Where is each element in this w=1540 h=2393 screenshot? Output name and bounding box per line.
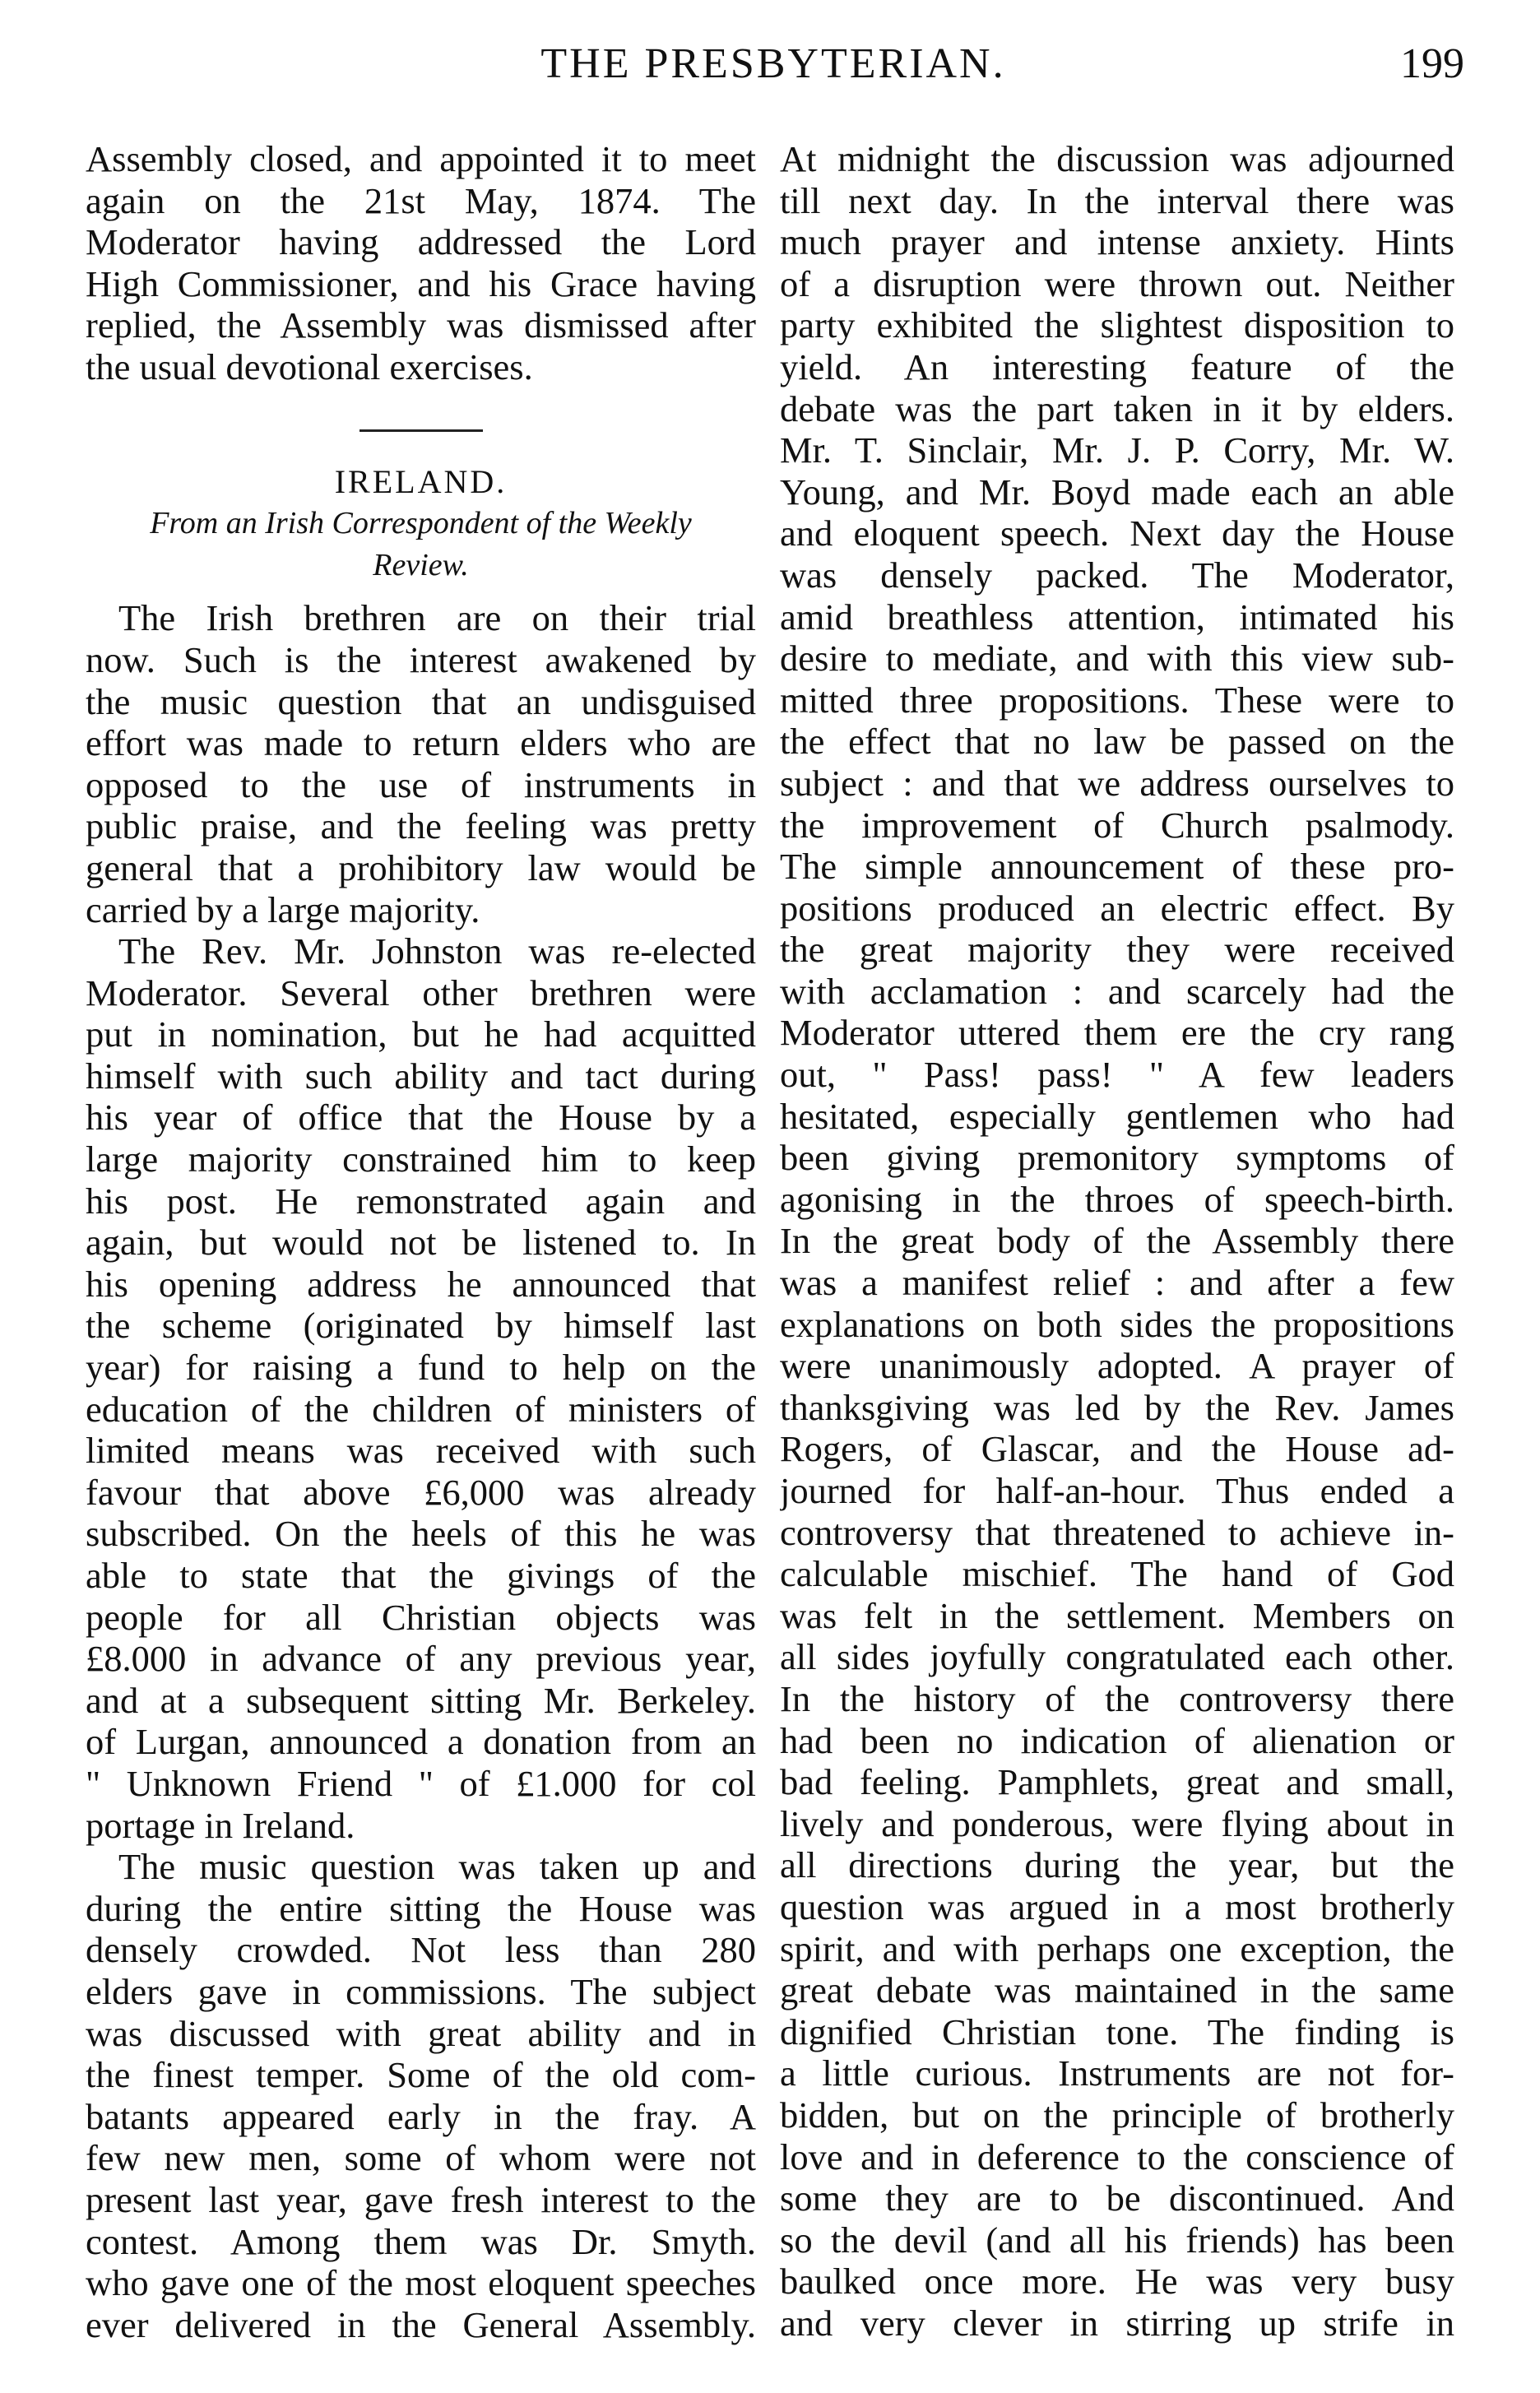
text-line: general that a prohibitory law would be <box>86 846 756 888</box>
text-line: positions produced an electric effect. By <box>780 887 1454 929</box>
text-line: all sides joyfully congratulated each other. <box>780 1636 1454 1678</box>
text-line: effort was made to return elders who are <box>86 722 756 764</box>
text-line: The simple announcement of these pro- <box>780 846 1454 888</box>
text-line: Moderator. Several other brethren were <box>86 972 756 1013</box>
text-line: and eloquent speech. Next day the House <box>780 512 1454 554</box>
text-line: agonising in the throes of speech-birth. <box>780 1178 1454 1220</box>
text-line: large majority constrained him to keep <box>86 1139 756 1180</box>
paragraph-moderator <box>86 930 756 1846</box>
byline-line: From an Irish Correspondent of the Weekly <box>150 506 692 541</box>
text-line: At midnight the discussion was adjourned <box>780 138 1454 179</box>
text-line: contest. Among them was Dr. Smyth. <box>86 2220 756 2262</box>
text-line: his opening address he announced that <box>86 1263 756 1305</box>
text-line: been giving premonitory symptoms of <box>780 1137 1454 1179</box>
text-line: controversy that threatened to achieve in- <box>780 1511 1454 1553</box>
text-line: In the history of the controversy there <box>780 1677 1454 1719</box>
text-line: till next day. In the interval there was <box>780 179 1454 221</box>
text-line: replied, the Assembly was dismissed after <box>86 304 756 346</box>
text-line: opposed to the use of instruments in <box>86 763 756 805</box>
text-line: his year of office that the House by a <box>86 1097 756 1139</box>
text-line: baulked once more. He was very busy <box>780 2261 1454 2303</box>
text-line: The music question was taken up and <box>118 1846 756 1888</box>
text-line: densely crowded. Not less than 280 <box>86 1929 756 1971</box>
text-line: The Irish brethren are on their trial <box>118 597 756 639</box>
text-line: amid breathless attention, intimated his <box>780 596 1454 638</box>
paragraph-irish-brethren <box>86 597 756 930</box>
text-line: so the devil (and all his friends) has been <box>780 2219 1454 2261</box>
text-line: the great majority they were received <box>780 929 1454 971</box>
text-line: bad feeling. Pamphlets, great and small, <box>780 1761 1454 1803</box>
text-line: Mr. T. Sinclair, Mr. J. P. Corry, Mr. W. <box>780 429 1454 471</box>
text-line: again on the 21st May, 1874. The <box>86 179 756 221</box>
text-line: desire to mediate, and with this view sub- <box>780 638 1454 679</box>
text-line: present last year, gave fresh interest to the <box>86 2178 756 2220</box>
text-line: few new men, some of whom were not <box>86 2137 756 2179</box>
text-line: himself with such ability and tact during <box>86 1055 756 1097</box>
text-line: education of the children of ministers of <box>86 1388 756 1430</box>
text-line: public praise, and the feeling was pretty <box>86 805 756 847</box>
text-line: year) for raising a fund to help on the <box>86 1347 756 1389</box>
text-line: mitted three propositions. These were to <box>780 679 1454 721</box>
text-line: dignified Christian tone. The finding is <box>780 2010 1454 2052</box>
text-line: Moderator uttered them ere the cry rang <box>780 1012 1454 1054</box>
text-line: of a disruption were thrown out. Neither <box>780 262 1454 304</box>
text-line: the effect that no law be passed on the <box>780 721 1454 763</box>
text-line: the usual devotional exercises. <box>86 346 533 387</box>
text-line: explanations on both sides the propositions <box>780 1303 1454 1345</box>
text-line: question was argued in a most brotherly <box>780 1885 1454 1927</box>
text-line: In the great body of the Assembly there <box>780 1220 1454 1262</box>
text-line: the finest temper. Some of the old com- <box>86 2054 756 2096</box>
paragraph-music-question <box>86 1846 756 2345</box>
text-line: a little curious. Instruments are not for- <box>780 2052 1454 2094</box>
text-line: " Unknown Friend " of £1.000 for col <box>86 1762 756 1804</box>
text-line: debate was the part taken in it by elders. <box>780 387 1454 429</box>
text-line: The Rev. Mr. Johnston was re-elected <box>118 930 756 972</box>
text-line: again, but would not be listened to. In <box>86 1222 756 1264</box>
text-line: party exhibited the slightest disposition to <box>780 304 1454 346</box>
text-line: Assembly closed, and appointed it to meet <box>86 138 756 179</box>
text-line: spirit, and with perhaps one exception, the <box>780 1927 1454 1969</box>
text-line: and very clever in stirring up strife in <box>780 2302 1454 2344</box>
left-column <box>86 138 756 2345</box>
text-line: was discussed with great ability and in <box>86 2012 756 2054</box>
right-column <box>780 138 1454 2344</box>
byline <box>86 503 756 586</box>
text-line: out, " Pass! pass! " A few leaders <box>780 1054 1454 1096</box>
text-line: carried by a large majority. <box>86 888 480 930</box>
text-line: was felt in the settlement. Members on <box>780 1594 1454 1636</box>
text-line: were unanimously adopted. A prayer of <box>780 1345 1454 1387</box>
text-line: thanksgiving was led by the Rev. James <box>780 1386 1454 1428</box>
text-line: subject : and that we address ourselves to <box>780 762 1454 804</box>
text-line: during the entire sitting the House was <box>86 1887 756 1929</box>
text-line: lively and ponderous, were flying about in <box>780 1802 1454 1844</box>
text-line: ever delivered in the General Assembly. <box>86 2303 756 2345</box>
text-line: the music question that an undisguised <box>86 680 756 722</box>
byline-line: Review. <box>373 547 469 582</box>
text-line: love and in deference to the conscience of <box>780 2136 1454 2177</box>
text-line: all directions during the year, but the <box>780 1844 1454 1886</box>
text-line: hesitated, especially gentlemen who had <box>780 1095 1454 1137</box>
text-line: Young, and Mr. Boyd made each an able <box>780 471 1454 512</box>
paragraph-assembly-closed <box>86 138 756 388</box>
text-line: the scheme (originated by himself last <box>86 1305 756 1347</box>
text-line: able to state that the givings of the <box>86 1555 756 1596</box>
page-number: 199 <box>1400 40 1464 87</box>
page-header <box>66 39 1481 114</box>
text-line: people for all Christian objects was <box>86 1596 756 1638</box>
text-line: High Commissioner, and his Grace having <box>86 262 756 304</box>
text-line: great debate was maintained in the same <box>780 1969 1454 2011</box>
text-line: favour that above £6,000 was already <box>86 1471 756 1513</box>
text-line: some they are to be discontinued. And <box>780 2177 1454 2219</box>
text-line: had been no indication of alienation or <box>780 1719 1454 1761</box>
text-line: calculable mischief. The hand of God <box>780 1553 1454 1595</box>
section-divider <box>359 429 483 432</box>
text-line: and at a subsequent sitting Mr. Berkeley. <box>86 1679 756 1721</box>
text-line: of Lurgan, announced a donation from an <box>86 1721 756 1763</box>
text-line: elders gave in commissions. The subject <box>86 1970 756 2012</box>
text-line: who gave one of the most eloquent speeches <box>86 2262 756 2304</box>
text-line: now. Such is the interest awakened by <box>86 638 756 680</box>
text-line: £8.000 in advance of any previous year, <box>86 1638 756 1680</box>
text-line: put in nomination, but he had acquitted <box>86 1013 756 1055</box>
text-line: his post. He remonstrated again and <box>86 1180 756 1222</box>
running-title: THE PRESBYTERIAN. <box>540 40 1006 87</box>
text-line: much prayer and intense anxiety. Hints <box>780 221 1454 263</box>
text-line: with acclamation : and scarcely had the <box>780 970 1454 1012</box>
text-line: journed for half-an-hour. Thus ended a <box>780 1470 1454 1511</box>
text-line: limited means was received with such <box>86 1430 756 1472</box>
text-line: was a manifest relief : and after a few <box>780 1262 1454 1304</box>
text-line: yield. An interesting feature of the <box>780 346 1454 387</box>
text-line: batants appeared early in the fray. A <box>86 2095 756 2137</box>
section-heading: IRELAND. <box>334 462 508 500</box>
text-line: bidden, but on the principle of brotherly <box>780 2094 1454 2136</box>
text-line: was densely packed. The Moderator, <box>780 554 1454 596</box>
text-line: Rogers, of Glascar, and the House ad- <box>780 1428 1454 1470</box>
text-line: portage in Ireland. <box>86 1804 355 1846</box>
text-line: Moderator having addressed the Lord <box>86 221 756 263</box>
text-line: the improvement of Church psalmody. <box>780 804 1454 846</box>
text-line: subscribed. On the heels of this he was <box>86 1513 756 1555</box>
